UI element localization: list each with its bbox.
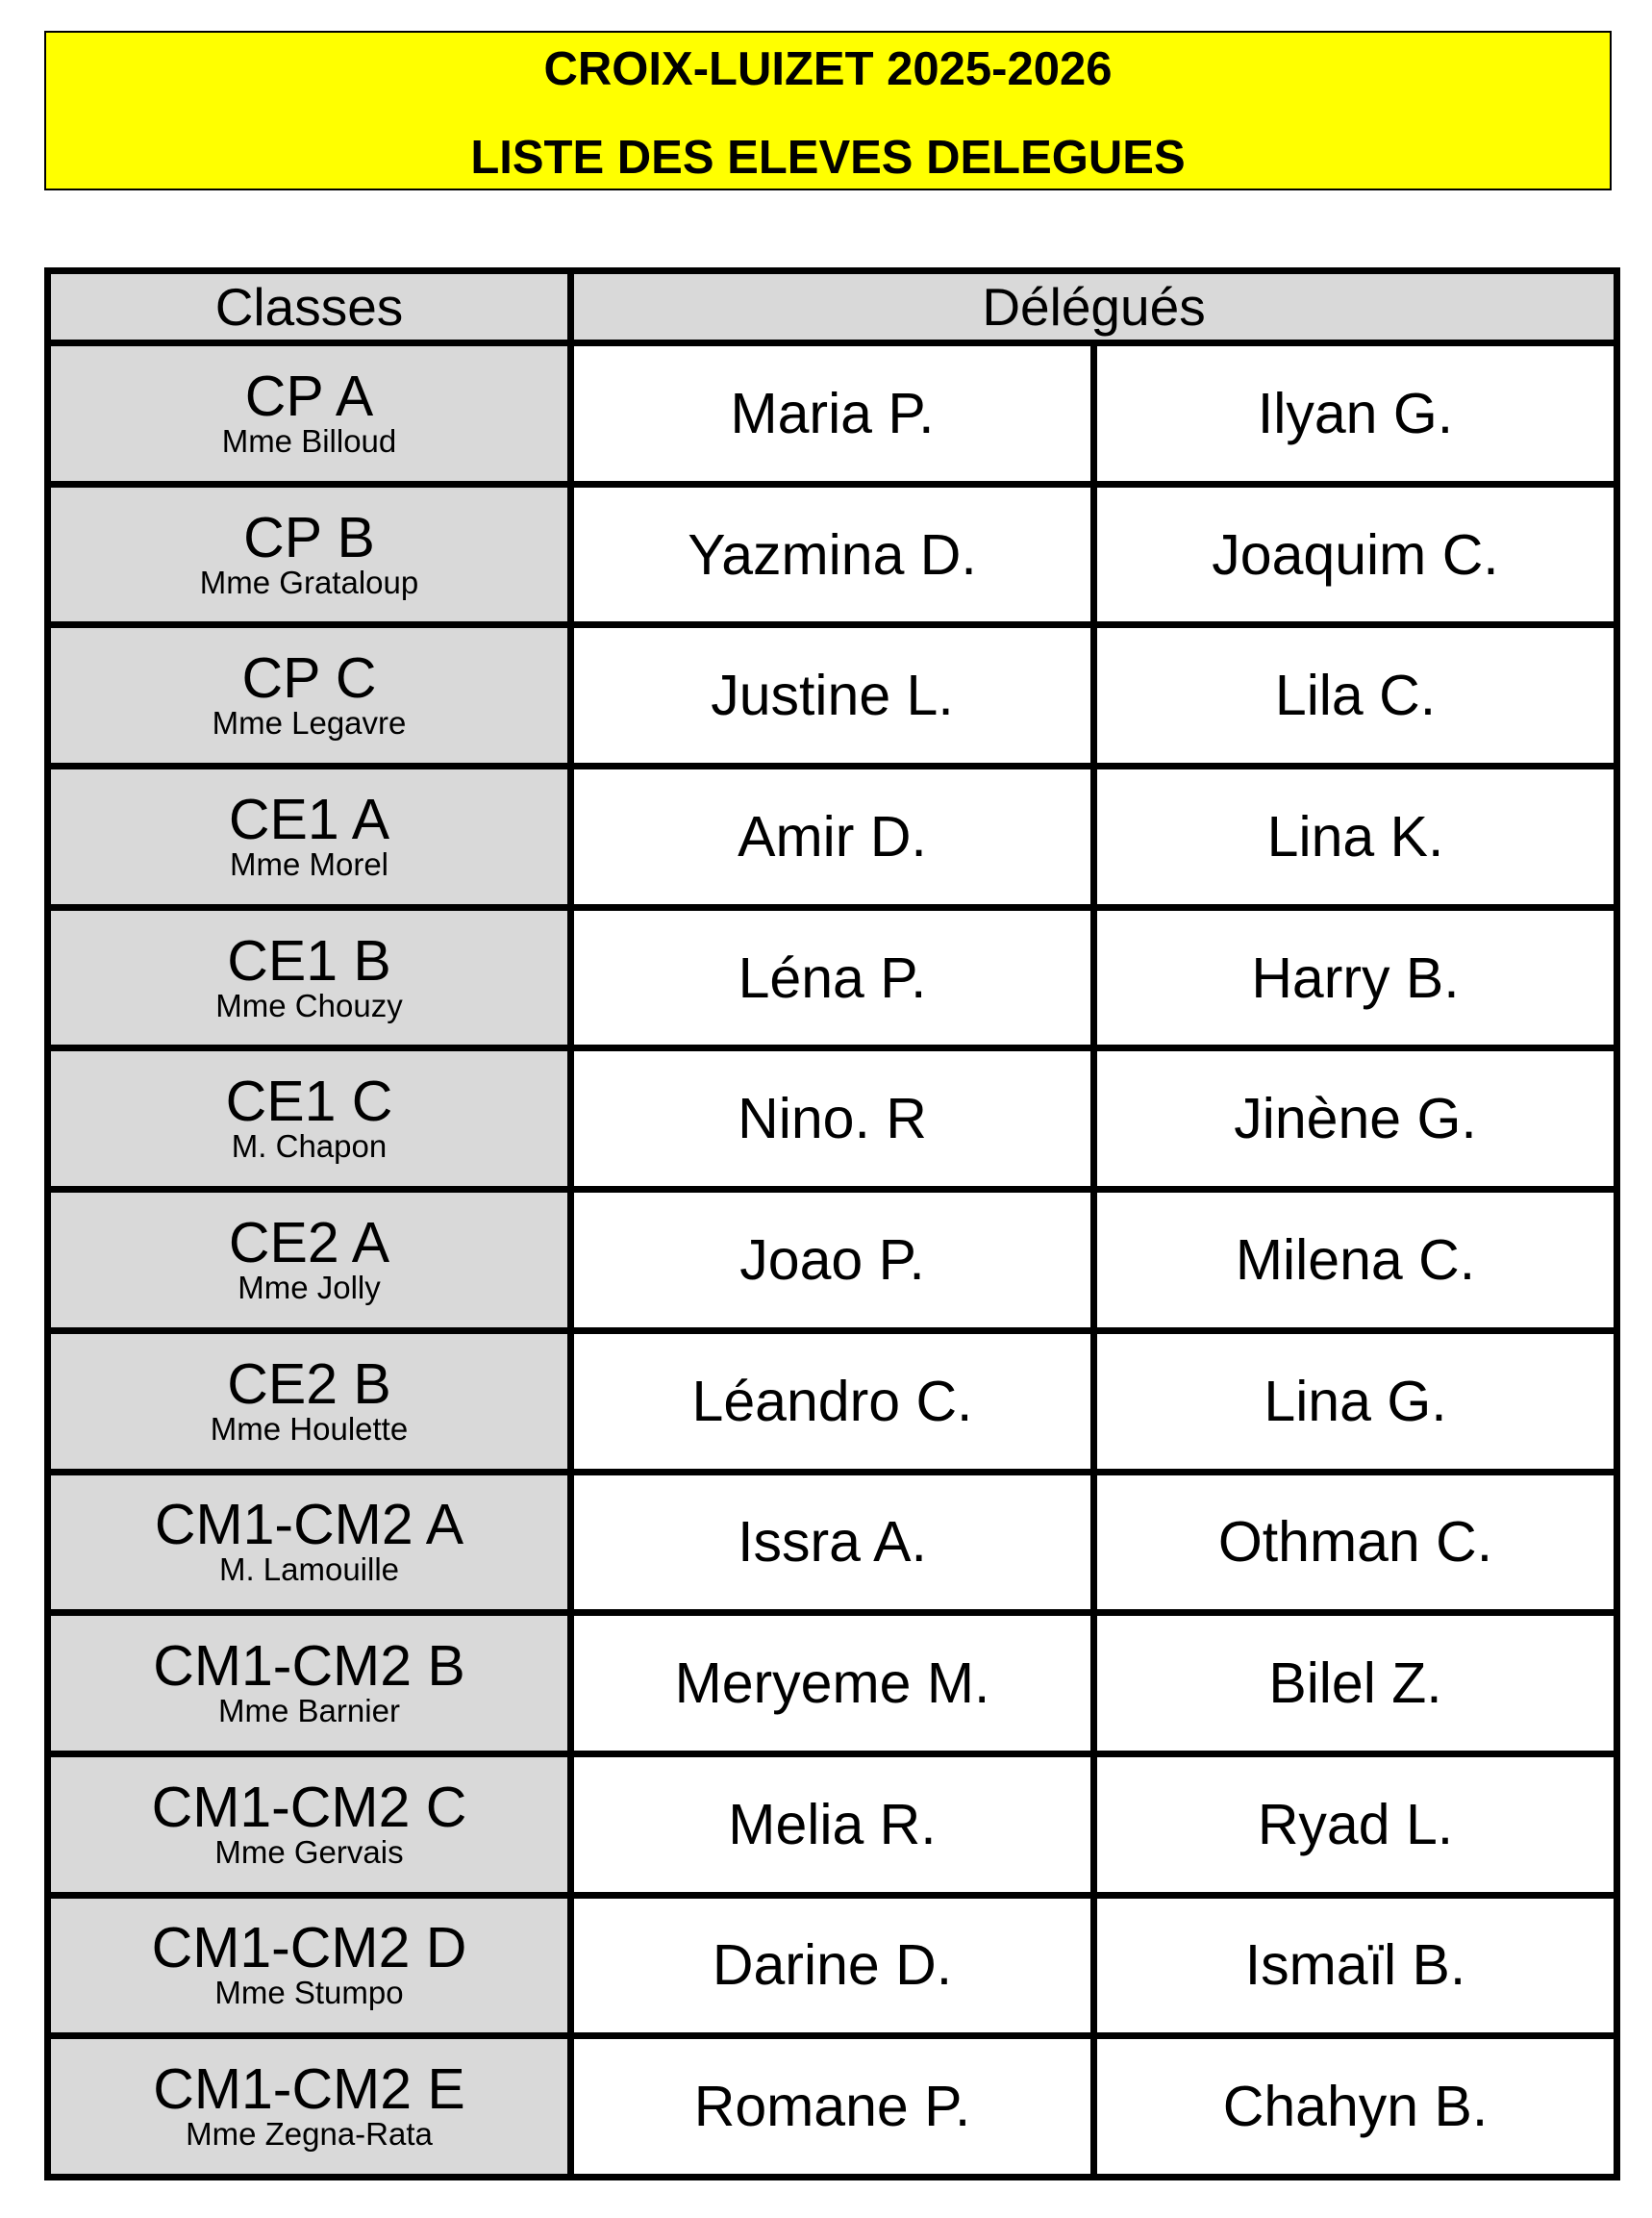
classes-column-header: Classes [48,271,571,343]
delegate-2-cell: Lila C. [1094,625,1617,767]
teacher-name: Mme Barnier [218,1693,400,1729]
delegate-2-cell: Lina K. [1094,767,1617,908]
delegate-1-cell: Issra A. [571,1472,1094,1613]
delegate-1-cell: Justine L. [571,625,1094,767]
teacher-name: Mme Jolly [238,1269,381,1305]
delegate-1-cell: Léandro C. [571,1330,1094,1472]
list-title: LISTE DES ELEVES DELEGUES [470,132,1186,184]
table-row [48,1613,1617,1754]
delegate-1-cell: Nino. R [571,1048,1094,1190]
teacher-name: Mme Gervais [214,1833,404,1870]
delegates-column-header: Délégués [571,271,1617,343]
delegate-1-cell: Joao P. [571,1190,1094,1331]
teacher-name: Mme Morel [229,845,389,882]
class-cell [48,484,571,625]
table-row [48,343,1617,485]
class-cell [48,907,571,1048]
delegate-2-cell: Ilyan G. [1094,343,1617,485]
table-row [48,484,1617,625]
delegate-1-cell: Amir D. [571,767,1094,908]
table-row [48,1190,1617,1331]
class-cell [48,343,571,485]
delegate-1-cell: Melia R. [571,1753,1094,1895]
table-row [48,2036,1617,2178]
teacher-name: Mme Zegna-Rata [186,2116,433,2153]
teacher-name: Mme Legavre [212,705,407,742]
delegate-2-cell: Chahyn B. [1094,2036,1617,2178]
class-name: CP C [241,646,377,711]
delegate-1-cell: Meryeme M. [571,1613,1094,1754]
delegate-1-cell: Darine D. [571,1895,1094,2036]
teacher-name: Mme Billoud [221,422,397,459]
delegate-2-cell: Othman C. [1094,1472,1617,1613]
class-name: CE1 C [225,1070,393,1134]
table-row [48,1048,1617,1190]
class-cell [48,1613,571,1754]
class-name: CM1-CM2 E [153,2057,465,2122]
delegate-2-cell: Bilel Z. [1094,1613,1617,1754]
class-cell [48,1472,571,1613]
delegate-2-cell: Lina G. [1094,1330,1617,1472]
delegate-2-cell: Harry B. [1094,907,1617,1048]
delegate-1-cell: Yazmina D. [571,484,1094,625]
delegate-2-cell: Milena C. [1094,1190,1617,1331]
delegate-1-cell: Maria P. [571,343,1094,485]
class-cell [48,1048,571,1190]
class-name: CM1-CM2 C [151,1775,467,1839]
class-cell [48,767,571,908]
table-row [48,1472,1617,1613]
table-body [48,343,1617,2178]
delegates-table [44,267,1620,2180]
class-name: CP A [244,364,374,428]
class-cell [48,1753,571,1895]
class-name: CM1-CM2 B [153,1634,465,1699]
class-cell [48,2036,571,2178]
class-name: CE1 A [228,787,390,851]
delegate-1-cell: Léna P. [571,907,1094,1048]
delegate-1-cell: Romane P. [571,2036,1094,2178]
class-name: CE2 A [228,1210,390,1274]
teacher-name: M. Lamouille [218,1551,400,1588]
delegate-2-cell: Ismaïl B. [1094,1895,1617,2036]
class-name: CM1-CM2 A [154,1493,464,1557]
title-banner [44,31,1612,190]
table-row [48,1895,1617,2036]
teacher-name: Mme Stumpo [214,1975,404,2011]
table-row [48,907,1617,1048]
table-row [48,1753,1617,1895]
delegate-2-cell: Jinène G. [1094,1048,1617,1190]
delegate-2-cell: Ryad L. [1094,1753,1617,1895]
teacher-name: Mme Chouzy [215,987,403,1023]
table-header-row [48,271,1617,343]
class-cell [48,1895,571,2036]
class-cell [48,1190,571,1331]
class-name: CE1 B [227,928,391,993]
table-row [48,1330,1617,1472]
class-name: CM1-CM2 D [151,1916,467,1980]
school-title: CROIX-LUIZET 2025-2026 [543,43,1113,95]
table-row [48,767,1617,908]
teacher-name: Mme Grataloup [199,564,419,600]
table-row [48,625,1617,767]
class-cell [48,1330,571,1472]
class-name: CE2 B [227,1351,391,1416]
class-cell [48,625,571,767]
class-name: CP B [243,505,375,569]
delegate-2-cell: Joaquim C. [1094,484,1617,625]
teacher-name: Mme Houlette [210,1410,409,1447]
teacher-name: M. Chapon [231,1128,388,1165]
